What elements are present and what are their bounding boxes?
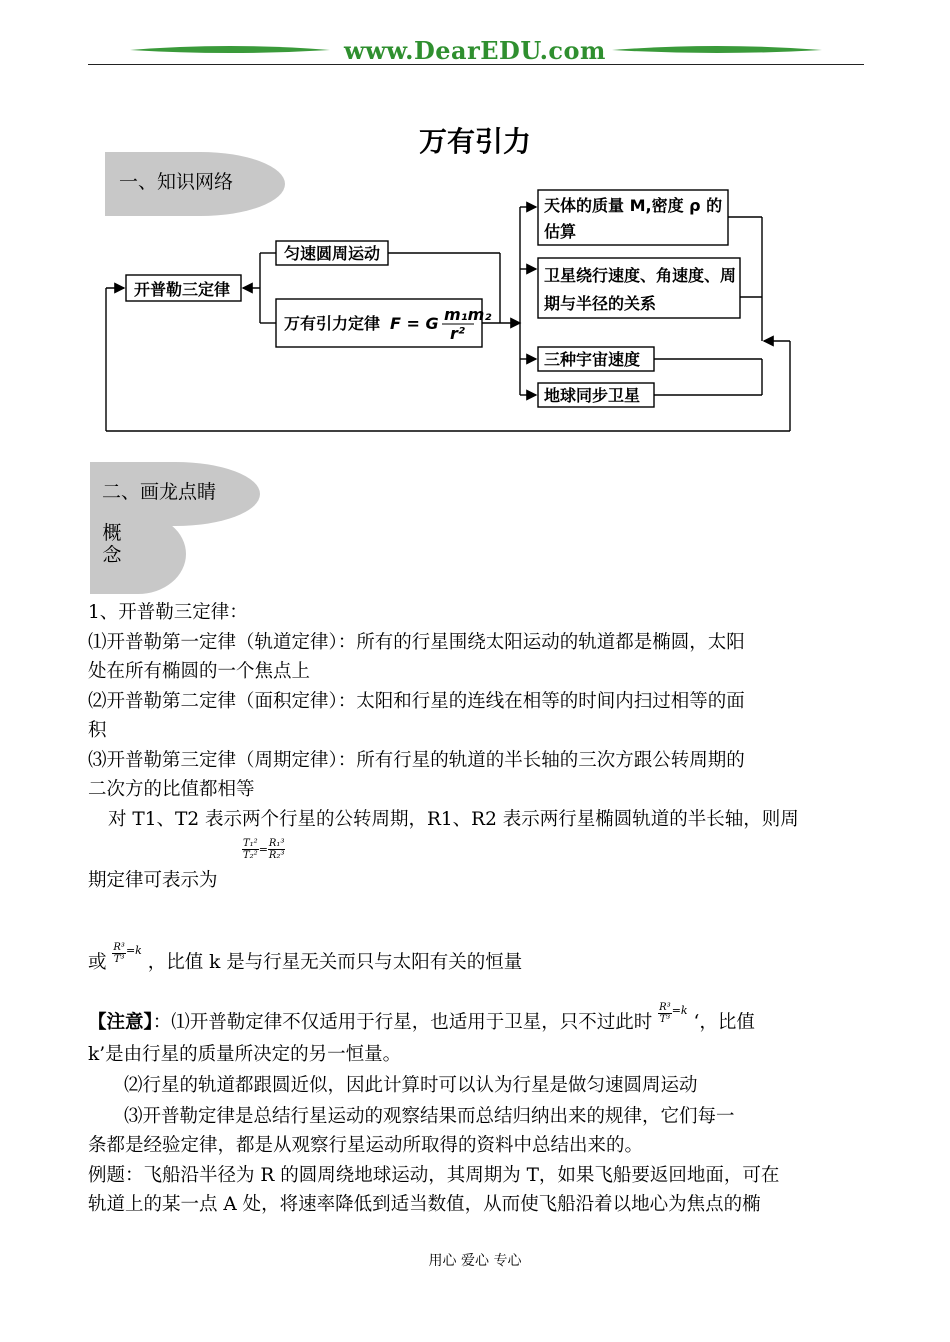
- gravity-formula-den: r²: [450, 324, 465, 343]
- page-title: 万有引力: [418, 125, 531, 158]
- note-label: 【注意】: [88, 1012, 153, 1033]
- body-line: 1、开普勒三定律：: [88, 602, 248, 623]
- concept-badge: [90, 514, 186, 594]
- fraction-r3-t3: $\frac{\text{R³}}{\text{T³}}$: [659, 1001, 671, 1025]
- box-cosmic-speeds-label: 三种宇宙速度: [544, 350, 641, 369]
- body-line: 期定律可表示为: [88, 870, 218, 891]
- body-line: 轨道上的某一点 A 处，将速率降低到适当数值，从而使飞船沿着以地心为焦点的椭: [88, 1194, 761, 1215]
- header-divider: [88, 64, 864, 65]
- body-line: ⑶开普勒定律是总结行星运动的观察结果而总结归纳出来的规律，它们每一: [124, 1106, 735, 1127]
- body-line: 处在所有椭圆的一个焦点上: [88, 661, 311, 682]
- body-line: k’是由行星的质量所决定的另一恒量。: [88, 1044, 402, 1065]
- box-kepler-label: 开普勒三定律: [134, 280, 231, 299]
- box-gravity-law-label: 万有引力定律: [284, 314, 381, 333]
- box-uniform-circular-label: 匀速圆周运动: [284, 244, 381, 263]
- kepler-third-law-formula-line: [88, 868, 218, 894]
- gravity-formula-num: m₁m₂: [444, 305, 492, 324]
- fraction-r3-t3: $\frac{\text{R³}}{\text{T³}}$: [113, 941, 125, 965]
- box-mass-density-line1: 天体的质量 M,密度 ρ 的: [544, 196, 723, 215]
- concept-char-1: 概: [102, 522, 122, 544]
- body-line: 例题：飞船沿半径为 R 的圆周绕地球运动，其周期为 T，如果飞船要返回地面，可在: [88, 1165, 780, 1186]
- box-sync-satellite-label: 地球同步卫星: [544, 386, 641, 405]
- box-satellite-relation-line2: 期与半径的关系: [544, 294, 657, 313]
- box-mass-density-line2: 估算: [544, 222, 577, 241]
- body-line: ⑴开普勒第一定律（轨道定律）：所有的行星围绕太阳运动的轨道都是椭圆，太阳: [88, 632, 745, 653]
- body-line: ⑵行星的轨道都跟圆近似，因此计算时可以认为行星是做匀速圆周运动: [124, 1075, 698, 1096]
- site-logo: www.DearEDU.com: [344, 36, 606, 65]
- section-heading-label: 一、知识网络: [119, 171, 234, 193]
- fraction-r-ratio: $\frac{\text{R₁³}}{\text{R₂³}}$: [268, 838, 285, 861]
- body-line: 积: [88, 720, 107, 741]
- body-line: ⑵开普勒第二定律（面积定律）：太阳和行星的连线在相等的时间内扫过相等的面: [88, 691, 745, 712]
- knowledge-network-diagram: [100, 185, 830, 445]
- fraction-t-ratio: $\frac{\text{T₁²}}{\text{T₂²}}$: [243, 838, 258, 861]
- body-line: 对 T1、T2 表示两个行星的公转周期，R1、R2 表示两行星椭圆轨道的半长轴，则周: [108, 809, 799, 830]
- kepler-third-law-equation: $\frac{\text{T₁²}}{\text{T₂²}}$ = $\frac{\text{R₁³}}{\text{R₂³}}$: [243, 838, 285, 861]
- body-line: 二次方的比值都相等: [88, 779, 255, 800]
- body-line: ⑶开普勒第三定律（周期定律）：所有行星的轨道的半长轴的三次方跟公转周期的: [88, 750, 745, 771]
- page-footer: 用心 爱心 专心: [428, 1253, 522, 1269]
- section-heading-label: 二、画龙点睛: [102, 481, 217, 503]
- constant-k-line: 或 $\frac{\text{R³}}{\text{T³}}$ $^{=k}$ ，比值 k 是与行星无关而只与太阳有关的恒量: [88, 941, 523, 973]
- note-line: 【注意】：⑴开普勒定律不仅适用于行星，也适用于卫星，只不过此时 $\frac{\text{R³}}{\text{T³}}$ $^{=k}$ ‘，比值: [88, 1001, 755, 1033]
- gravity-formula-lhs: F = G: [390, 314, 439, 333]
- box-satellite-relation-line1: 卫星绕行速度、角速度、周: [544, 266, 737, 285]
- concept-char-2: 念: [102, 544, 122, 566]
- body-line: 条都是经验定律，都是从观察行星运动所取得的资料中总结出来的。: [88, 1135, 644, 1156]
